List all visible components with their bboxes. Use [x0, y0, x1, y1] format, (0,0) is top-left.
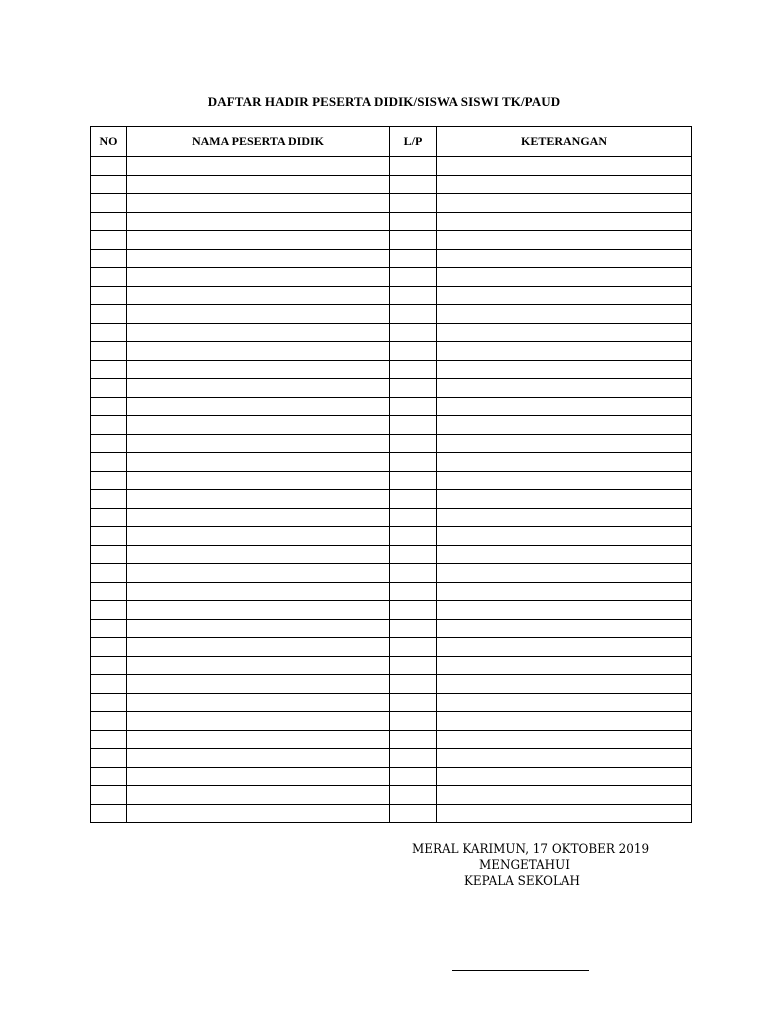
cell-no [91, 564, 127, 583]
cell-remarks [437, 360, 692, 379]
cell-no [91, 323, 127, 342]
cell-remarks [437, 638, 692, 657]
cell-no [91, 675, 127, 694]
cell-name [127, 767, 390, 786]
cell-no [91, 379, 127, 398]
table-row [91, 397, 692, 416]
cell-remarks [437, 693, 692, 712]
cell-gender [390, 527, 437, 546]
cell-no [91, 619, 127, 638]
cell-gender [390, 453, 437, 472]
cell-gender [390, 471, 437, 490]
table-row [91, 379, 692, 398]
table-row [91, 360, 692, 379]
cell-name [127, 379, 390, 398]
cell-gender [390, 305, 437, 324]
cell-no [91, 416, 127, 435]
cell-name [127, 712, 390, 731]
cell-no [91, 804, 127, 823]
cell-gender [390, 360, 437, 379]
cell-name [127, 693, 390, 712]
cell-no [91, 305, 127, 324]
signature-acknowledge: MENGETAHUI [479, 858, 570, 873]
table-row [91, 545, 692, 564]
cell-gender [390, 767, 437, 786]
cell-name [127, 545, 390, 564]
cell-no [91, 693, 127, 712]
cell-name [127, 582, 390, 601]
cell-remarks [437, 804, 692, 823]
cell-name [127, 471, 390, 490]
cell-name [127, 804, 390, 823]
cell-no [91, 397, 127, 416]
cell-gender [390, 157, 437, 176]
cell-remarks [437, 305, 692, 324]
cell-name [127, 342, 390, 361]
cell-gender [390, 804, 437, 823]
table-row [91, 212, 692, 231]
cell-gender [390, 712, 437, 731]
cell-remarks [437, 749, 692, 768]
table-row [91, 804, 692, 823]
table-row [91, 786, 692, 805]
cell-remarks [437, 564, 692, 583]
cell-name [127, 490, 390, 509]
signature-place-date: MERAL KARIMUN, 17 OKTOBER 2019 [412, 842, 650, 857]
cell-remarks [437, 471, 692, 490]
table-row [91, 434, 692, 453]
table-row [91, 249, 692, 268]
cell-name [127, 656, 390, 675]
table-row [91, 305, 692, 324]
cell-no [91, 157, 127, 176]
cell-no [91, 712, 127, 731]
table-row [91, 342, 692, 361]
cell-no [91, 601, 127, 620]
cell-name [127, 638, 390, 657]
table-row [91, 564, 692, 583]
cell-name [127, 397, 390, 416]
cell-name [127, 360, 390, 379]
cell-no [91, 545, 127, 564]
cell-gender [390, 638, 437, 657]
cell-no [91, 231, 127, 250]
cell-name [127, 175, 390, 194]
cell-gender [390, 194, 437, 213]
cell-gender [390, 175, 437, 194]
table-row [91, 453, 692, 472]
cell-no [91, 194, 127, 213]
cell-no [91, 471, 127, 490]
cell-remarks [437, 582, 692, 601]
table-row [91, 268, 692, 287]
table-row [91, 490, 692, 509]
table-row [91, 286, 692, 305]
cell-no [91, 434, 127, 453]
table-row [91, 712, 692, 731]
cell-remarks [437, 175, 692, 194]
cell-no [91, 749, 127, 768]
cell-gender [390, 675, 437, 694]
cell-gender [390, 342, 437, 361]
cell-remarks [437, 675, 692, 694]
cell-remarks [437, 194, 692, 213]
cell-remarks [437, 490, 692, 509]
cell-name [127, 323, 390, 342]
cell-gender [390, 582, 437, 601]
table-row [91, 749, 692, 768]
table-row [91, 323, 692, 342]
cell-name [127, 305, 390, 324]
cell-gender [390, 693, 437, 712]
cell-remarks [437, 508, 692, 527]
table-row [91, 582, 692, 601]
cell-remarks [437, 545, 692, 564]
cell-remarks [437, 527, 692, 546]
attendance-table [90, 126, 692, 823]
cell-gender [390, 749, 437, 768]
cell-remarks [437, 656, 692, 675]
cell-gender [390, 786, 437, 805]
cell-no [91, 342, 127, 361]
table-row [91, 675, 692, 694]
cell-no [91, 286, 127, 305]
cell-remarks [437, 619, 692, 638]
cell-remarks [437, 712, 692, 731]
cell-gender [390, 379, 437, 398]
cell-gender [390, 619, 437, 638]
column-header-gender: L/P [390, 127, 437, 157]
cell-name [127, 157, 390, 176]
table-row [91, 619, 692, 638]
cell-remarks [437, 323, 692, 342]
cell-name [127, 508, 390, 527]
cell-remarks [437, 397, 692, 416]
cell-remarks [437, 342, 692, 361]
cell-no [91, 730, 127, 749]
cell-name [127, 619, 390, 638]
table-header-row [91, 127, 692, 157]
cell-remarks [437, 767, 692, 786]
table-row [91, 656, 692, 675]
table-row [91, 194, 692, 213]
cell-no [91, 268, 127, 287]
cell-gender [390, 601, 437, 620]
cell-name [127, 453, 390, 472]
cell-remarks [437, 249, 692, 268]
cell-name [127, 286, 390, 305]
cell-name [127, 564, 390, 583]
cell-gender [390, 397, 437, 416]
cell-no [91, 360, 127, 379]
cell-gender [390, 490, 437, 509]
cell-remarks [437, 231, 692, 250]
cell-remarks [437, 786, 692, 805]
cell-gender [390, 564, 437, 583]
cell-gender [390, 268, 437, 287]
table-row [91, 693, 692, 712]
cell-gender [390, 656, 437, 675]
table-row [91, 601, 692, 620]
cell-remarks [437, 286, 692, 305]
cell-gender [390, 434, 437, 453]
cell-no [91, 656, 127, 675]
cell-gender [390, 249, 437, 268]
cell-name [127, 749, 390, 768]
cell-name [127, 194, 390, 213]
cell-name [127, 416, 390, 435]
cell-no [91, 490, 127, 509]
cell-remarks [437, 453, 692, 472]
cell-no [91, 212, 127, 231]
cell-no [91, 175, 127, 194]
cell-name [127, 730, 390, 749]
cell-gender [390, 545, 437, 564]
cell-name [127, 212, 390, 231]
cell-gender [390, 416, 437, 435]
cell-no [91, 638, 127, 657]
table-row [91, 231, 692, 250]
column-header-remarks: KETERANGAN [437, 127, 692, 157]
cell-gender [390, 730, 437, 749]
cell-no [91, 786, 127, 805]
cell-name [127, 601, 390, 620]
cell-name [127, 786, 390, 805]
cell-no [91, 527, 127, 546]
cell-remarks [437, 416, 692, 435]
table-row [91, 527, 692, 546]
cell-gender [390, 212, 437, 231]
document-title: DAFTAR HADIR PESERTA DIDIK/SISWA SISWI TK/PAUD [207, 94, 561, 109]
table-row [91, 157, 692, 176]
cell-no [91, 508, 127, 527]
table-row [91, 508, 692, 527]
cell-gender [390, 323, 437, 342]
cell-remarks [437, 157, 692, 176]
cell-no [91, 453, 127, 472]
cell-remarks [437, 212, 692, 231]
cell-remarks [437, 434, 692, 453]
table-row [91, 767, 692, 786]
signature-line [452, 970, 589, 971]
table-row [91, 175, 692, 194]
cell-name [127, 675, 390, 694]
cell-no [91, 582, 127, 601]
cell-remarks [437, 379, 692, 398]
signature-role: KEPALA SEKOLAH [464, 874, 580, 889]
cell-name [127, 268, 390, 287]
column-header-name: NAMA PESERTA DIDIK [127, 127, 390, 157]
cell-name [127, 231, 390, 250]
cell-no [91, 767, 127, 786]
table-row [91, 416, 692, 435]
table-body [91, 157, 692, 823]
cell-gender [390, 231, 437, 250]
cell-name [127, 434, 390, 453]
cell-name [127, 527, 390, 546]
cell-remarks [437, 268, 692, 287]
cell-no [91, 249, 127, 268]
cell-remarks [437, 601, 692, 620]
cell-name [127, 249, 390, 268]
table-row [91, 730, 692, 749]
table-row [91, 638, 692, 657]
table-row [91, 471, 692, 490]
cell-gender [390, 508, 437, 527]
cell-remarks [437, 730, 692, 749]
cell-gender [390, 286, 437, 305]
column-header-no: NO [91, 127, 127, 157]
